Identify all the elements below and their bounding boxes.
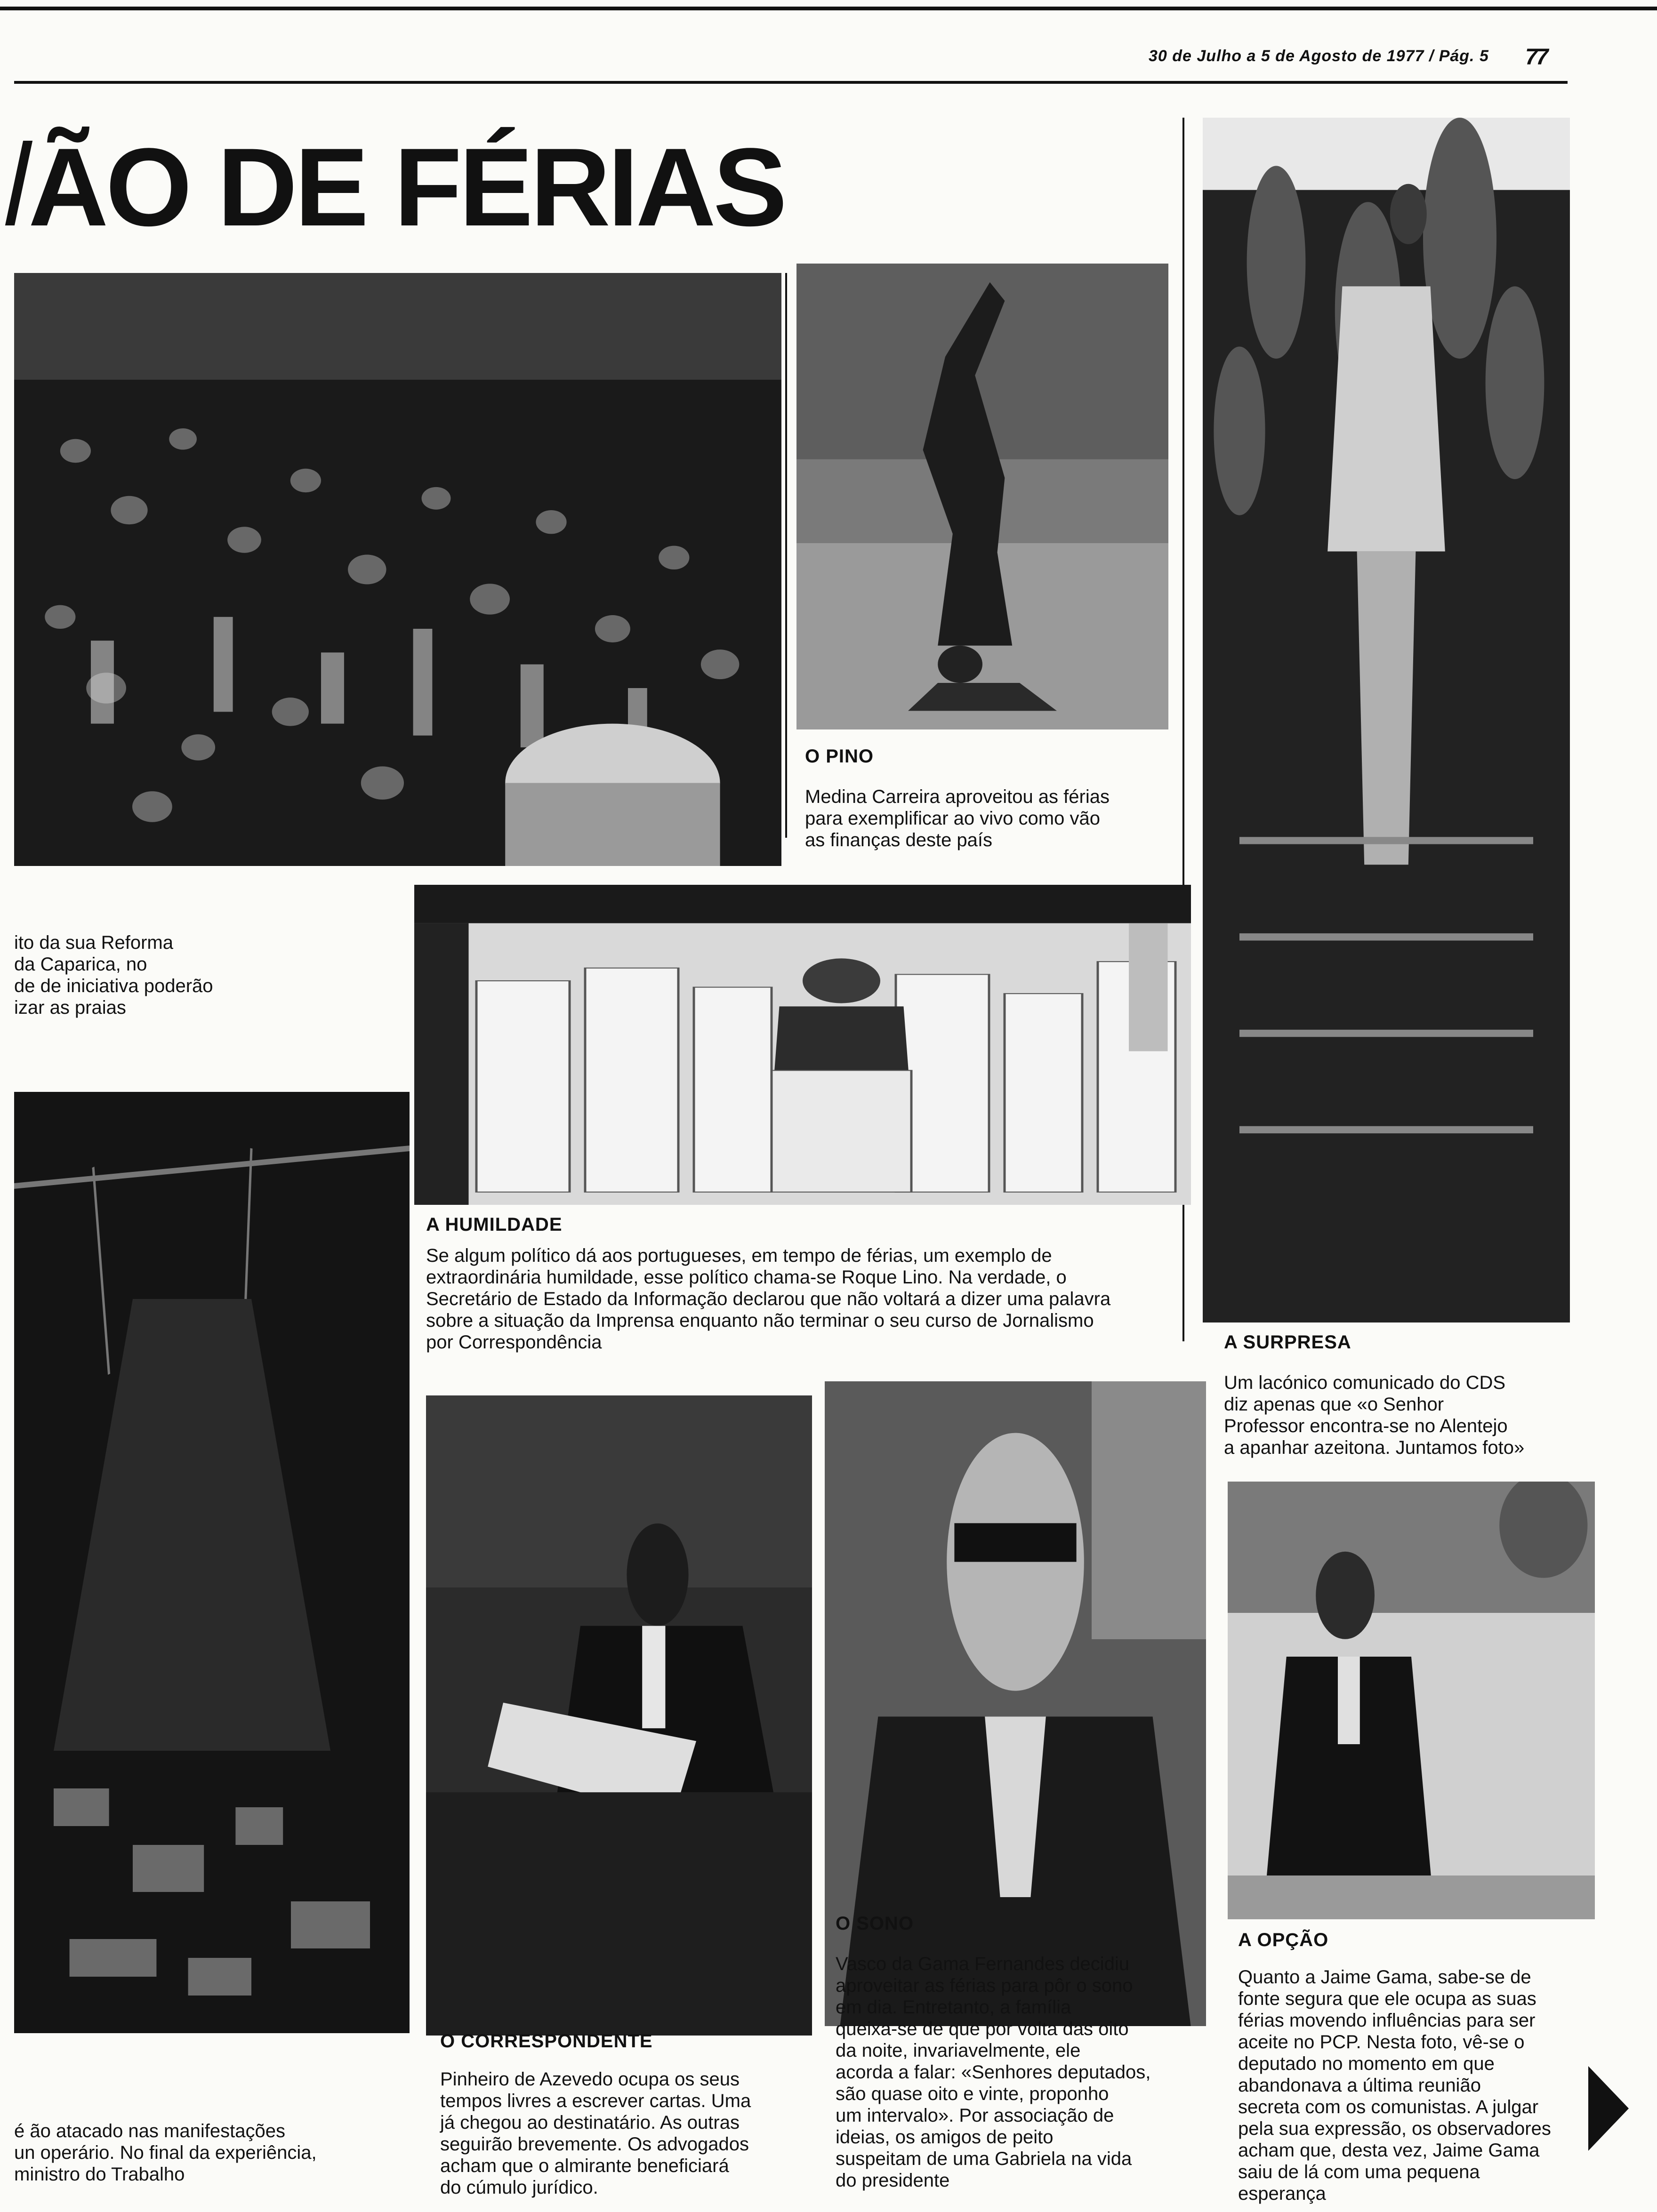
surpresa-caption: Um lacónico comunicado do CDS diz apenas que «o Senhor Professor encontra-se no Alentejo a apanhar azeitona. Juntamos foto»: [1224, 1372, 1525, 1458]
crowd-caption: ito da sua Reforma da Caparica, no de de iniciativa poderão izar as praias: [14, 932, 213, 1018]
header-rule: [14, 81, 1568, 84]
humildade-caption: Se algum político dá aos portugueses, em tempo de férias, um exemplo de extraordinária humildade, esse político chama-se Roque Lino. Na verdade, o Secretário de Estado da Informação declarou que não voltará a dizer uma palavra sobre a situação da Imprensa enquanto não terminar o seu curso de Jornalismo por Correspondência: [426, 1245, 1111, 1353]
opcao-title: A OPÇÃO: [1238, 1930, 1329, 1950]
pino-title: O PINO: [805, 746, 874, 767]
sono-title: O SONO: [836, 1913, 914, 1934]
column-rule-mid: [785, 273, 787, 838]
page-headline: ÃO DE FÉRIAS: [14, 132, 784, 243]
pino-caption: Medina Carreira aproveitou as férias para exemplificar ao vivo como vão as finanças deste país: [805, 786, 1110, 850]
desk-man-photo: [426, 1395, 812, 2036]
workshop-caption: é ão atacado nas manifestações un operário. No final da experiência, ministro do Trabalho: [14, 2121, 317, 2185]
arrow-right-icon: [1588, 2066, 1629, 2151]
top-border: [0, 7, 1657, 10]
tree-photo: [1203, 118, 1570, 1322]
paper-stacks-photo: [414, 885, 1191, 1205]
publication-logo: 77: [1525, 45, 1547, 70]
workshop-photo: [14, 1092, 410, 2033]
correspondente-title: O CORRESPONDENTE: [440, 2031, 653, 2052]
sono-caption: Vasco da Gama Fernandes decidiu aproveitar as férias para pôr o sono em dia. Entretanto, a família queixa-se de que por volta das oito da noite, invariavelmente, ele acorda a falar: «Senhores deputados, são quase oito e vinte, proponho um intervalo». Por associação de ideias, os amigos de peito suspeitam de uma Gabriela na vida do presidente: [836, 1954, 1151, 2191]
standing-man-photo: [1228, 1482, 1595, 1919]
humildade-title: A HUMILDADE: [426, 1214, 563, 1235]
opcao-caption: Quanto a Jaime Gama, sabe-se de fonte segura que ele ocupa as suas férias movendo influências para ser aceite no PCP. Nesta foto, vê-se o deputado no momento em que abandonava a última reunião secreta com os comunistas. A julgar pela sua expressão, os observadores acham que, desta vez, Jaime Gama saiu de lá com uma pequena esperança: [1238, 1967, 1551, 2204]
correspondente-caption: Pinheiro de Azevedo ocupa os seus tempos livres a escrever cartas. Uma já chegou ao destinatário. As outras seguirão brevemente. Os advogados acham que o almirante beneficiará do cúmulo jurídico.: [440, 2069, 751, 2198]
date-line: 30 de Julho a 5 de Agosto de 1977 / Pág. 5: [1149, 47, 1489, 65]
surpresa-title: A SURPRESA: [1224, 1332, 1351, 1353]
handstand-photo: [796, 264, 1168, 729]
crowd-photo: [14, 273, 781, 866]
